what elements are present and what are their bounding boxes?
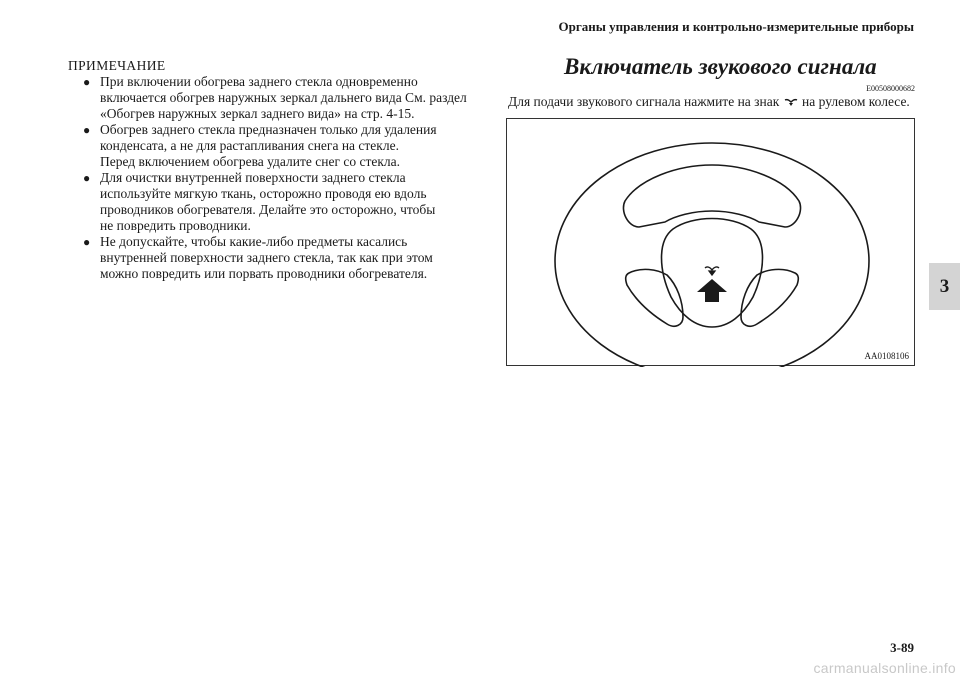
note-item [68, 170, 488, 234]
steering-wheel-right-opening [741, 269, 798, 326]
notes-list [68, 74, 488, 282]
body-text-before-icon: Для подачи звукового сигнала нажмите на знак [508, 94, 780, 109]
note-line: включается обогрев наружных зеркал дальнего вида См. раздел [100, 90, 467, 105]
bullet-icon: ● [83, 123, 91, 137]
note-item [68, 122, 488, 170]
note-heading: ПРИМЕЧАНИЕ [68, 58, 166, 73]
bullet-icon: ● [83, 171, 91, 185]
note-line: проводников обогревателя. Делайте это осторожно, чтобы [100, 202, 436, 217]
section-code: E00508000682 [866, 84, 915, 93]
section-body-text [508, 94, 910, 110]
note-line: используйте мягкую ткань, осторожно проводя ею вдоль [100, 186, 427, 201]
page-header-title: Органы управления и контрольно-измерительные приборы [558, 19, 914, 34]
note-item [68, 74, 488, 122]
body-text-after-icon: на рулевом колесе. [802, 94, 910, 109]
note-block [68, 58, 488, 282]
steering-wheel-left-opening [626, 269, 683, 326]
note-line: Перед включением обогрева удалите снег со стекла. [100, 154, 401, 169]
horn-icon [705, 267, 719, 275]
bullet-icon: ● [83, 235, 91, 249]
watermark: carmanualsonline.info [813, 660, 956, 676]
note-line: конденсата, а не для растапливания снега на стекле. [100, 138, 399, 153]
note-line: можно повредить или порвать проводники обогревателя. [100, 266, 428, 281]
horn-icon [784, 98, 798, 108]
note-line: «Обогрев наружных зеркал заднего вида» на стр. 4-15. [100, 106, 415, 121]
note-item [68, 234, 488, 282]
note-line: Обогрев заднего стекла предназначен только для удаления [100, 122, 437, 137]
bullet-icon: ● [83, 75, 91, 89]
steering-wheel-figure [506, 118, 915, 366]
note-line: внутренней поверхности заднего стекла, так как при этом [100, 250, 433, 265]
note-line: При включении обогрева заднего стекла одновременно [100, 74, 418, 89]
note-line: не повредить проводники. [100, 218, 251, 233]
note-line: Не допускайте, чтобы какие-либо предметы касались [100, 234, 408, 249]
section-title: Включатель звукового сигнала [564, 54, 877, 79]
note-line: Для очистки внутренней поверхности заднего стекла [100, 170, 406, 185]
page-number: 3-89 [890, 640, 914, 655]
steering-wheel-rim [555, 143, 869, 367]
steering-wheel-illustration [507, 119, 916, 367]
chapter-tab: 3 [929, 263, 960, 310]
press-arrow-icon [697, 279, 727, 302]
figure-code: AA0108106 [864, 351, 909, 361]
